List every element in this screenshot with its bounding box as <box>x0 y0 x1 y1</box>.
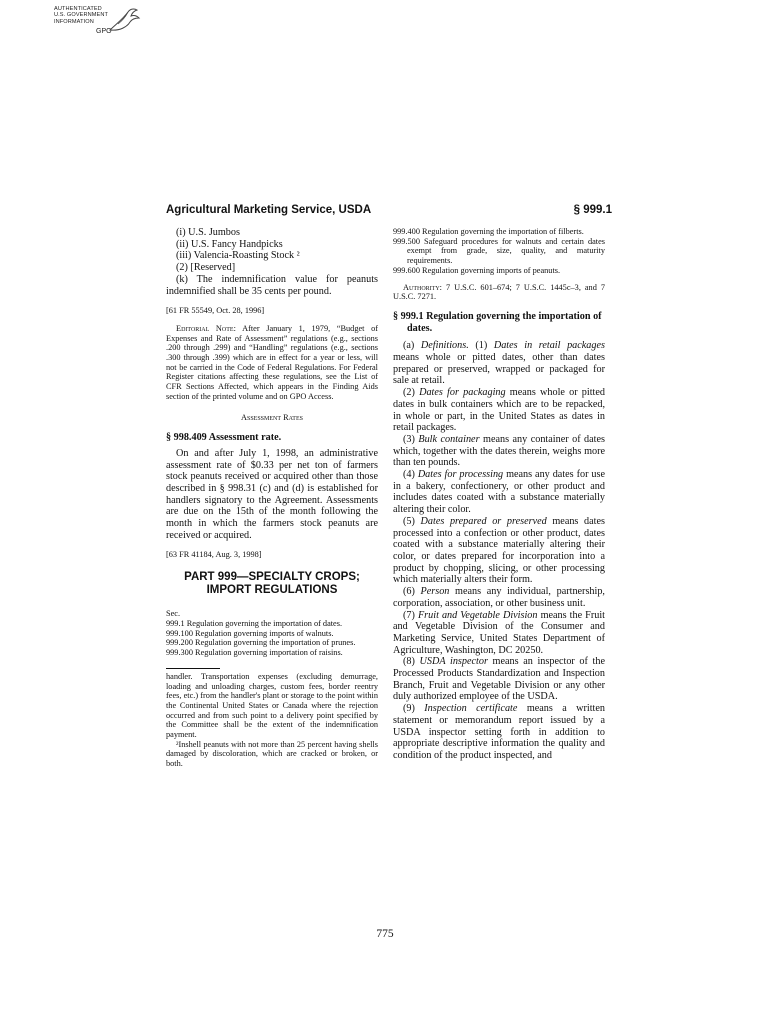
paragraph-a-6 <box>393 586 605 609</box>
paragraph-k: (k) The indemnification value for peanuts indemnified shall be 35 cents per pound. <box>166 273 378 297</box>
authority <box>393 283 605 302</box>
defined-term: Dates prepared or preserved <box>420 515 547 527</box>
logo-line-3: INFORMATION <box>54 18 94 25</box>
logo-gpo: GPO <box>96 28 112 35</box>
paragraph-a-2 <box>393 387 605 434</box>
page-number: 775 <box>376 928 394 940</box>
paragraph-a-1 <box>393 340 605 387</box>
paragraph-a-8 <box>393 656 605 703</box>
para-lead: (3) <box>403 433 419 445</box>
definition-text: means dates processed into a confection or other product, dates coated with a substance materially altering their color, or dates prepared for incorporation into a product by chopping, slicing, or other processing which materially alters their form. <box>393 515 605 586</box>
toc-item[interactable]: 999.100 Regulation governing imports of walnuts. <box>166 628 334 638</box>
editorial-note-label: Editorial Note: <box>176 323 236 333</box>
reserved-item: (2) [Reserved] <box>176 262 236 274</box>
defined-term: Person <box>420 586 450 598</box>
para-lead: (1) <box>468 340 494 352</box>
grade-item-1: (i) U.S. Jumbos <box>176 227 240 238</box>
paragraph-a-3 <box>393 434 605 469</box>
definition-text: means the Fruit and Vegetable Division of the Consumer and Marketing Service, United States Department of Agriculture, Washington, DC 20250. <box>393 609 605 656</box>
para-lead: (4) <box>403 469 418 481</box>
definition-text: means an inspector of the Processed Products Standardization and Inspection Branch, Fruit and Vegetable Division or any other duly authorized employee of the USDA. <box>393 656 605 703</box>
para-lead: (5) <box>403 515 421 527</box>
toc-item[interactable]: 999.400 Regulation governing the importation of filberts. <box>393 227 584 236</box>
para-lead: (7) <box>403 609 418 621</box>
citation-2: [63 FR 41184, Aug. 3, 1998] <box>166 549 262 559</box>
toc-item[interactable]: 999.200 Regulation governing the importation of prunes. <box>166 638 356 648</box>
paragraph-a-7 <box>393 610 605 657</box>
defined-term: Fruit and Vegetable Division <box>417 609 538 621</box>
para-lead: (a) <box>403 340 421 352</box>
definition-text: means any container of dates which, together with the dates therein, weighs more than ten pounds. <box>393 433 605 469</box>
footnote-continuation: handler. Transportation expenses (excluding demurrage, loading and unloading charges, custom fees, border reentry fees, etc.) from the handler's plant or storage to the point within the Continental United States or Canada where the rejection occurred and from such point to a delivery point specified by the Committee shall be the extent of the indemnification payment. <box>166 671 378 740</box>
editorial-note <box>166 324 378 402</box>
definition-text: means any dates for use in a bakery, confectionery, or other product and includes dates coated with a substance materially altering their color. <box>393 469 605 516</box>
defined-term: Dates in retail packages <box>493 340 605 352</box>
footnote-rule <box>166 668 220 669</box>
header-agency: Agricultural Marketing Service, USDA <box>166 204 372 216</box>
editorial-note-text: After January 1, 1979, “Budget of Expenses and Rate of Assessment” regulations (e.g., sections .200 through .299) and “Handling” regulations (e.g., sections .300 through .399) which are in effect for a year or less, will not be carried in the Code of Federal Regulations. For Federal Register citations affecting these regulations, see the List of CFR Sections Affected, which appears in the Finding Aids section of the printed volume and on GPO Access. <box>166 323 378 401</box>
defined-term: Bulk container <box>418 433 480 445</box>
section-999-1-heading: § 999.1 Regulation governing the importation of dates. <box>393 310 602 334</box>
authority-text: 7 U.S.C. 601–674; 7 U.S.C. 1445c–3, and 7 U.S.C. 7271. <box>393 282 605 302</box>
definition-text: means whole or pitted dates, other than dates prepared or preserved, wrapped or packaged for sale at retail. <box>393 352 605 387</box>
definition-text: means any individual, partnership, corporation, association, or other business unit. <box>393 586 605 609</box>
grade-item-3: (iii) Valencia-Roasting Stock ² <box>176 250 300 262</box>
paragraph-a-5 <box>393 516 605 586</box>
left-column <box>166 227 378 769</box>
toc-item[interactable]: 999.300 Regulation governing importation of raisins. <box>166 648 343 658</box>
logo-line-1: AUTHENTICATED <box>54 6 102 12</box>
section-998-409-heading: § 998.409 Assessment rate. <box>166 432 282 444</box>
citation-1: [61 FR 55549, Oct. 28, 1996] <box>166 306 265 316</box>
definition-text: means a written statement or memorandum report issued by a USDA inspector setting forth in addition to appropriate descriptive information the quality and condition of the product inspected, and <box>393 703 606 761</box>
toc-item[interactable]: 999.1 Regulation governing the importation of dates. <box>166 618 343 628</box>
sec-label: Sec. <box>166 609 181 619</box>
paragraph-a-4 <box>393 469 605 516</box>
gpo-authenticated-logo <box>54 6 144 40</box>
authority-label: Authority: <box>403 282 442 292</box>
header-section: § 999.1 <box>573 204 612 216</box>
part-heading-line-1: PART 999—SPECIALTY CROPS; <box>184 571 360 584</box>
toc-item[interactable]: 999.500 Safeguard procedures for walnuts and certain dates exempt from grade, size, quality, and maturity requirements. <box>393 236 605 266</box>
defined-term: Inspection certificate <box>424 703 518 715</box>
definition-text: means whole or pitted dates in bulk containers which are to be repacked, in whole or part, in the United States as dates in retail packages. <box>393 387 606 434</box>
para-lead: (9) <box>403 703 425 715</box>
para-lead: (2) <box>403 387 420 399</box>
paragraph-a-9 <box>393 703 605 762</box>
defined-term: Dates for packaging <box>419 387 506 399</box>
logo-line-2: U.S. GOVERNMENT <box>54 12 109 19</box>
toc-item[interactable]: 999.600 Regulation governing imports of peanuts. <box>393 265 561 275</box>
eagle-icon <box>106 6 142 36</box>
section-998-409-text: On and after July 1, 1998, an administrative assessment rate of $0.33 per net ton of farmers stock peanuts received or acquired other than those described in § 998.31 (c) and (d) is established for handlers signatory to the Agreement. Assessments are due on the 15th of the month following the month in which the farmers stock peanuts are received or acquired. <box>166 447 378 541</box>
grade-item-2: (ii) U.S. Fancy Handpicks <box>176 238 283 250</box>
defined-term: Dates for processing <box>417 469 504 481</box>
footnote-2: ²Inshell peanuts with not more than 25 percent having shells damaged by discoloration, which are cracked or broken, or both. <box>166 739 378 769</box>
assessment-rates-heading: Assessment Rates <box>241 412 303 422</box>
running-header <box>166 204 612 220</box>
right-column <box>393 227 605 762</box>
defined-term: USDA inspector <box>419 656 488 668</box>
para-lead: (6) <box>403 586 421 598</box>
part-heading-line-2: IMPORT REGULATIONS <box>206 584 338 597</box>
part-999-heading <box>166 571 378 597</box>
para-lead: (8) <box>403 656 420 668</box>
defined-term: Definitions. <box>420 340 469 352</box>
